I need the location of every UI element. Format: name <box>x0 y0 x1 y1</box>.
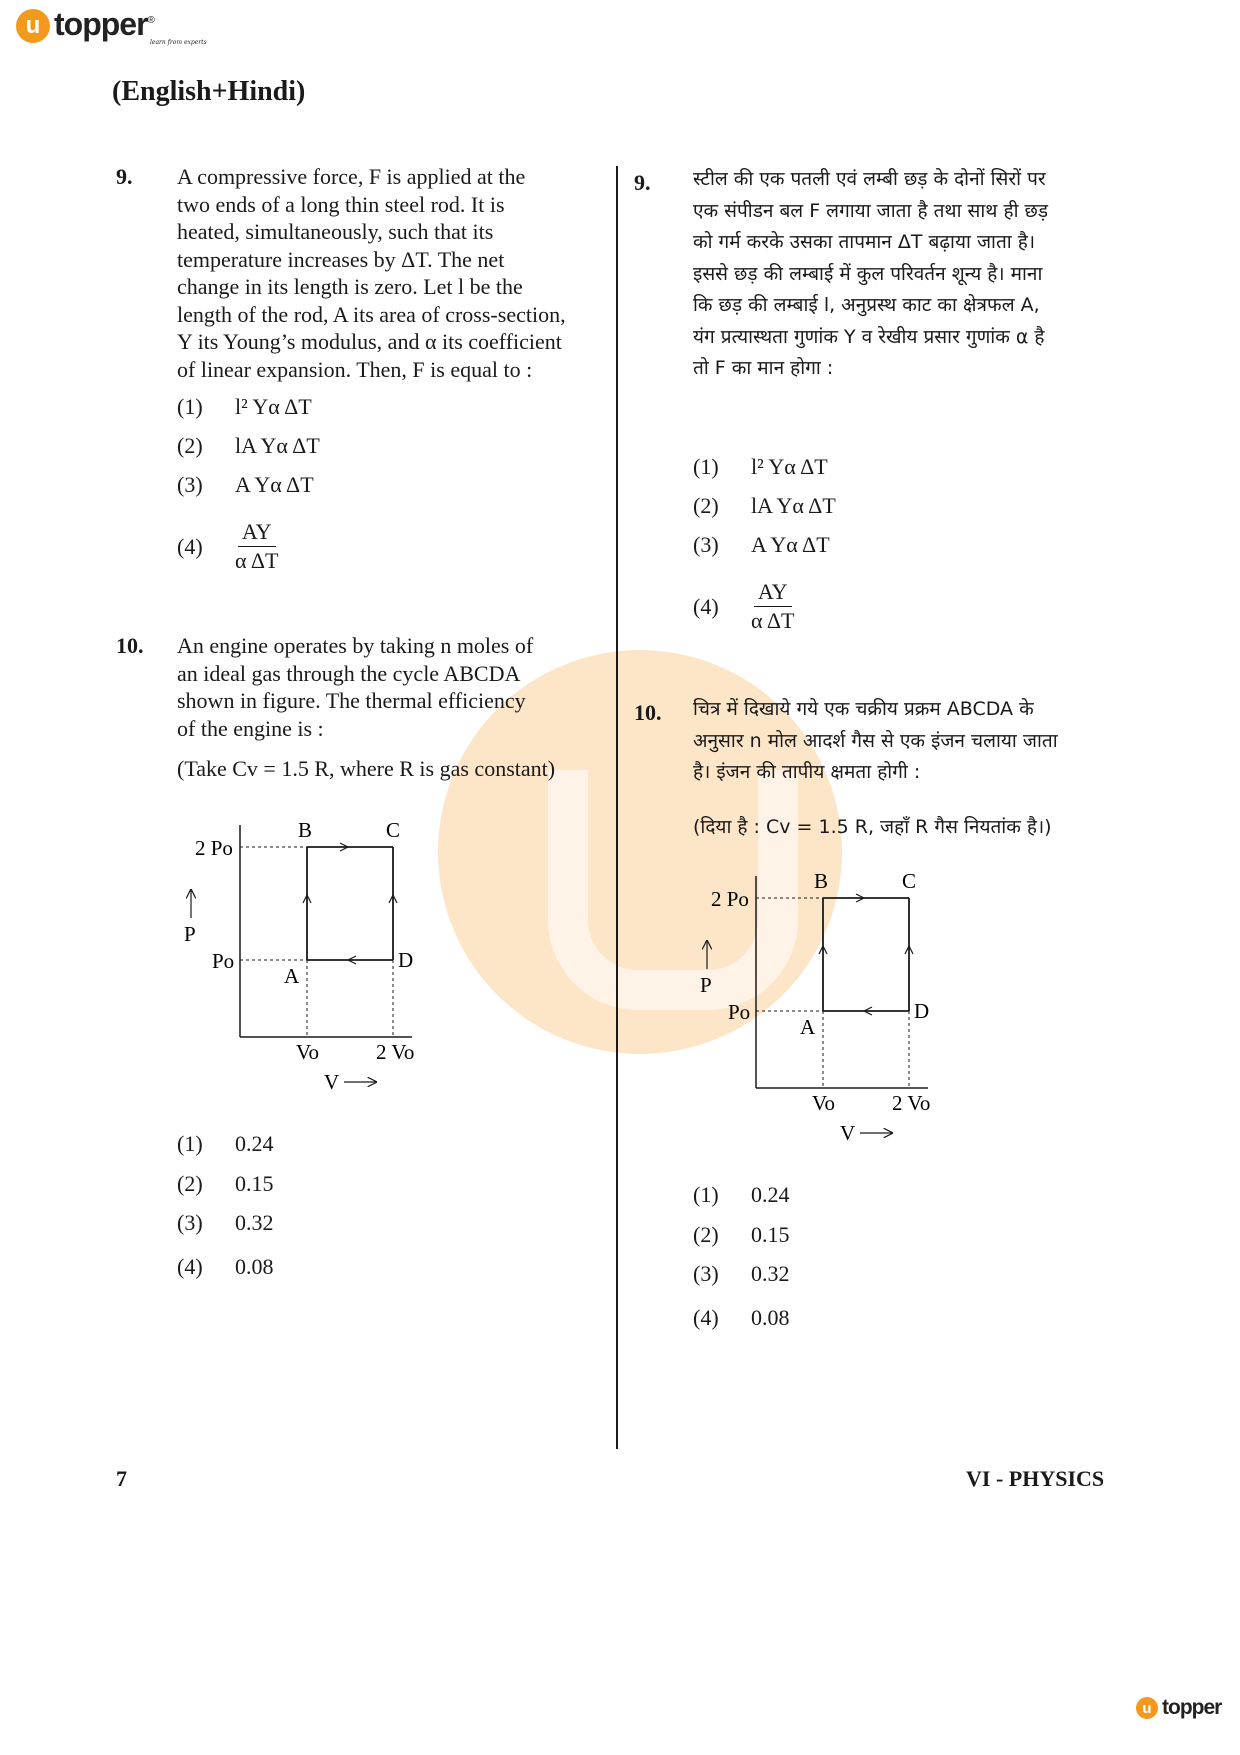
hi-q9-option-2[interactable] <box>693 493 836 519</box>
point-a: A <box>800 1015 816 1039</box>
hi-q9-number: 9. <box>634 170 651 195</box>
en-q9-line: A compressive force, F is applied at the <box>177 164 526 189</box>
option-number: (3) <box>693 1261 719 1286</box>
registered-mark: ® <box>147 15 155 26</box>
brand-name: topper <box>54 6 148 42</box>
point-d: D <box>398 948 414 972</box>
option-text: 0.08 <box>235 1254 274 1279</box>
option-text: 0.15 <box>235 1171 274 1196</box>
en-q9-option-4[interactable] <box>177 518 278 575</box>
option-text: lA Yα ΔT <box>235 433 320 458</box>
en-q10-text <box>177 632 603 742</box>
en-q9-number: 9. <box>116 164 133 189</box>
option-fraction <box>751 578 794 635</box>
option-number: (1) <box>693 454 719 479</box>
hi-q9-line: एक संपीडन बल F लगाया जाता है तथा साथ ही छड़ <box>693 199 1049 222</box>
hi-q10-option-1[interactable] <box>693 1182 790 1208</box>
option-number: (3) <box>177 472 203 497</box>
hi-q10-number: 10. <box>634 700 662 725</box>
logo-icon: u <box>1136 1697 1158 1719</box>
label-2po: 2 Po <box>711 887 749 911</box>
option-number: (4) <box>693 593 719 619</box>
en-q10-option-1[interactable] <box>177 1131 274 1157</box>
axis-label-p: P <box>184 922 196 946</box>
axis-label-v: V <box>324 1070 340 1094</box>
brand-logo <box>16 6 207 46</box>
option-number: (4) <box>693 1305 719 1330</box>
hi-q9-line: तो F का मान होगा : <box>693 357 834 379</box>
en-q10-line: shown in figure. The thermal efficiency <box>177 688 526 713</box>
option-number: (3) <box>693 532 719 557</box>
label-2po: 2 Po <box>195 836 233 860</box>
label-po: Po <box>728 1000 751 1024</box>
point-a: A <box>284 964 300 988</box>
option-text: 0.24 <box>751 1182 790 1207</box>
hi-pv-diagram <box>696 866 956 1156</box>
en-q10-option-3[interactable] <box>177 1210 274 1236</box>
en-q10-option-2[interactable] <box>177 1171 274 1197</box>
option-number: (4) <box>177 1254 203 1279</box>
en-q10-number: 10. <box>116 633 144 658</box>
option-text: 0.24 <box>235 1131 274 1156</box>
hi-q10-option-3[interactable] <box>693 1261 790 1287</box>
label-po: Po <box>212 949 235 973</box>
en-q9-line: temperature increases by ΔT. The net <box>177 246 505 272</box>
option-text: lA Yα ΔT <box>751 493 836 518</box>
brand-logo-small <box>1136 1696 1221 1720</box>
point-d: D <box>914 999 930 1023</box>
point-c: C <box>902 869 917 893</box>
fraction-numerator: AY <box>754 578 792 607</box>
label-2vo: 2 Vo <box>892 1091 931 1115</box>
en-q9-option-2[interactable] <box>177 433 320 459</box>
en-q9-option-1[interactable] <box>177 394 312 420</box>
point-b: B <box>298 818 313 842</box>
brand-name: topper <box>1162 1696 1222 1719</box>
hi-q9-option-3[interactable] <box>693 532 830 558</box>
hi-q10-note: (दिया है : Cv = 1.5 R, जहाँ R गैस नियतांक है।) <box>693 816 1052 838</box>
page-number: 7 <box>116 1466 127 1491</box>
option-text: A Yα ΔT <box>235 472 314 497</box>
option-number: (2) <box>693 1222 719 1247</box>
option-number: (1) <box>177 394 203 419</box>
column-divider <box>616 166 618 1449</box>
hi-q9-option-4[interactable] <box>693 578 794 635</box>
en-q9-line: heated, simultaneously, such that its <box>177 219 494 244</box>
option-text: l² Yα ΔT <box>751 454 828 479</box>
en-q10-note: (Take Cv = 1.5 R, where R is gas constant) <box>177 756 556 781</box>
en-q10-line: an ideal gas through the cycle ABCDA <box>177 660 521 686</box>
en-q10-line: An engine operates by taking n moles of <box>177 633 534 658</box>
option-text: l² Yα ΔT <box>235 394 312 419</box>
subject-label: VI - PHYSICS <box>966 1466 1105 1491</box>
hi-q10-line: चित्र में दिखाये गये एक चक्रीय प्रक्रम ABCDA के <box>693 698 1034 720</box>
hi-q9-line: स्टील की एक पतली एवं लम्बी छड़ के दोनों सिरों पर <box>693 168 1046 190</box>
en-q9-line: length of the rod, A its area of cross-section, <box>177 301 566 327</box>
option-number: (4) <box>177 533 203 559</box>
hi-q9-line: यंग प्रत्यास्थता गुणांक Y व रेखीय प्रसार गुणांक α है <box>693 325 1045 348</box>
hi-q9-option-1[interactable] <box>693 454 828 480</box>
option-text: 0.15 <box>751 1222 790 1247</box>
axis-label-p: P <box>700 973 712 997</box>
option-text: 0.08 <box>751 1305 790 1330</box>
option-number: (1) <box>693 1182 719 1207</box>
fraction-denominator: α ΔT <box>751 608 795 633</box>
logo-icon: u <box>16 9 50 43</box>
en-q10-line: of the engine is : <box>177 715 324 741</box>
option-number: (2) <box>693 493 719 518</box>
option-text: A Yα ΔT <box>751 532 830 557</box>
hi-q10-line: है। इंजन की तापीय क्षमता होगी : <box>693 761 921 783</box>
option-fraction <box>235 518 278 575</box>
fraction-denominator: α ΔT <box>235 548 279 573</box>
en-pv-diagram <box>180 815 440 1094</box>
en-q9-line: two ends of a long thin steel rod. It is <box>177 191 505 217</box>
hi-q9-text <box>693 164 1125 385</box>
hi-q9-line: को गर्म करके उसका तापमान ΔT बढ़ाया जाता है। <box>693 231 1036 253</box>
option-number: (3) <box>177 1210 203 1235</box>
option-number: (1) <box>177 1131 203 1156</box>
hi-q10-line: अनुसार n मोल आदर्श गैस से एक इंजन चलाया जाता <box>693 729 1058 752</box>
en-q9-line: Y its Young’s modulus, and α its coefficient <box>177 329 562 354</box>
label-vo: Vo <box>812 1091 835 1115</box>
option-text: 0.32 <box>751 1261 790 1286</box>
hi-q10-option-2[interactable] <box>693 1222 790 1248</box>
option-number: (2) <box>177 433 203 458</box>
brand-tagline: learn from experts <box>150 39 207 46</box>
language-heading: (English+Hindi) <box>112 76 306 107</box>
en-q9-option-3[interactable] <box>177 472 314 498</box>
hi-q10-text <box>693 694 1125 789</box>
point-c: C <box>386 818 401 842</box>
point-b: B <box>814 869 829 893</box>
option-text: 0.32 <box>235 1210 274 1235</box>
en-q9-text <box>177 163 603 383</box>
hi-q9-line: कि छड़ की लम्बाई l, अनुप्रस्थ काट का क्षेत्रफल A, <box>693 294 1040 316</box>
en-q10-option-4[interactable] <box>177 1254 274 1280</box>
fraction-numerator: AY <box>238 518 276 547</box>
en-q9-line: of linear expansion. Then, F is equal to : <box>177 356 533 382</box>
axis-label-v: V <box>840 1121 856 1145</box>
en-q9-line: change in its length is zero. Let l be the <box>177 274 523 299</box>
hi-q10-option-4[interactable] <box>693 1305 790 1331</box>
label-vo: Vo <box>296 1040 319 1064</box>
hi-q9-line: इससे छड़ की लम्बाई में कुल परिवर्तन शून्य है। माना <box>693 262 1043 285</box>
label-2vo: 2 Vo <box>376 1040 415 1064</box>
option-number: (2) <box>177 1171 203 1196</box>
